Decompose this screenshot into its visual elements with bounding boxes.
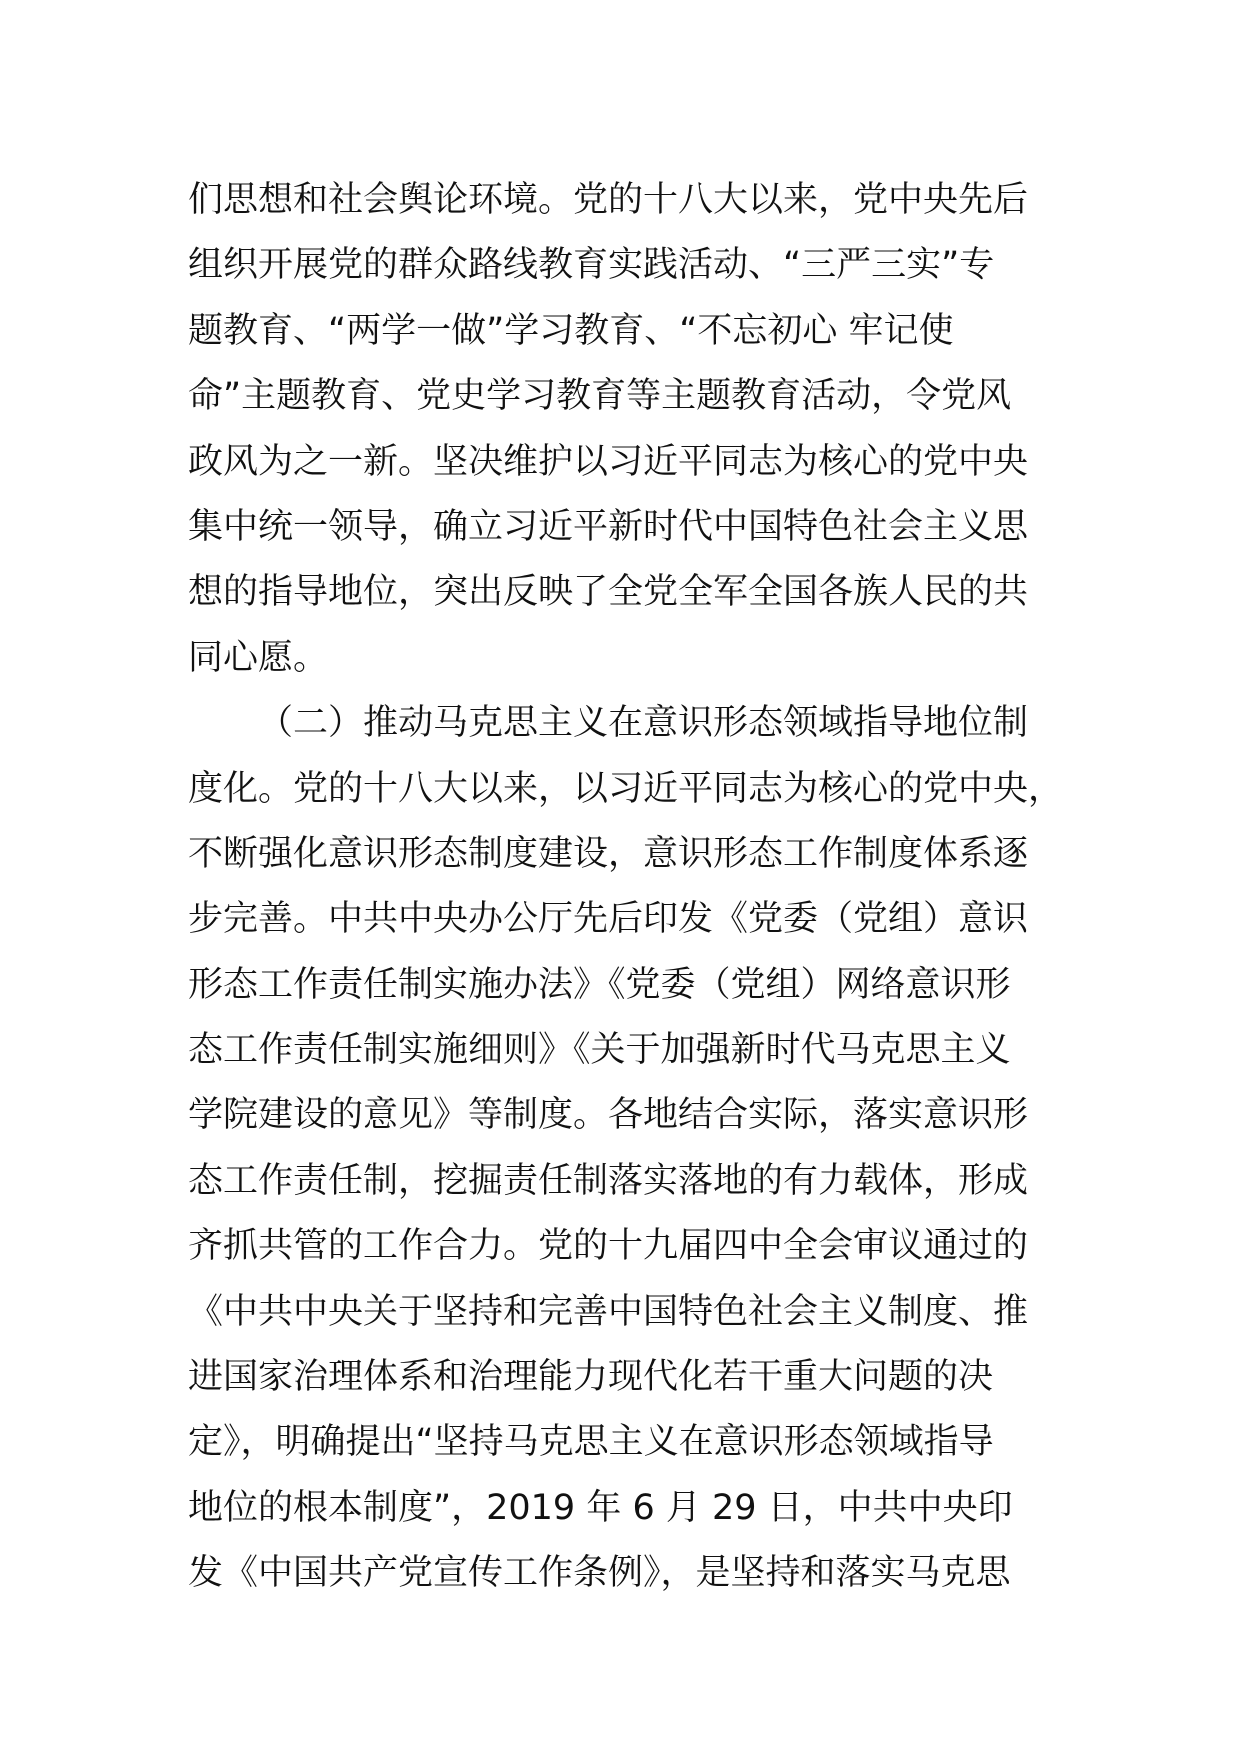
text-line: 度化。党的十八大以来，以习近平同志为核心的党中央，: [188, 768, 1064, 809]
text-line: 同心愿。: [188, 637, 329, 678]
text-line: 发《中国共产党宣传工作条例》，是坚持和落实马克思: [188, 1553, 1011, 1594]
text-line: 不断强化意识形态制度建设，意识形态工作制度体系逐: [188, 833, 1029, 874]
section-heading-line: （二）推动马克思主义在意识形态领域指导地位制: [258, 703, 1029, 744]
text-line: 《中共中央关于坚持和完善中国特色社会主义制度、推: [188, 1291, 1029, 1332]
text-line: 们思想和社会舆论环境。党的十八大以来，党中央先后: [188, 180, 1029, 220]
text-line: 学院建设的意见》等制度。各地结合实际，落实意识形: [188, 1095, 1029, 1136]
text-line: 形态工作责任制实施办法》《党委（党组）网络意识形: [188, 964, 1011, 1005]
text-line: 态工作责任制实施细则》《关于加强新时代马克思主义: [188, 1030, 1011, 1071]
text-line: 组织开展党的群众路线教育实践活动、“三严三实”专: [188, 245, 995, 286]
text-line: 进国家治理体系和治理能力现代化若干重大问题的决: [188, 1357, 994, 1398]
text-line: 命”主题教育、党史学习教育等主题教育活动，令党风: [188, 376, 1012, 417]
text-line: 地位的根本制度”，2019 年 6 月 29 日，中共中央印: [188, 1487, 1013, 1528]
text-line: 题教育、“两学一做”学习教育、“不忘初心 牢记使: [188, 310, 954, 351]
text-line: 定》，明确提出“坚持马克思主义在意识形态领域指导: [188, 1422, 994, 1463]
text-line: 政风为之一新。坚决维护以习近平同志为核心的党中央: [188, 441, 1029, 482]
text-line: 想的指导地位，突出反映了全党全军全国各族人民的共: [188, 572, 1029, 613]
text-line: 集中统一领导，确立习近平新时代中国特色社会主义思: [188, 506, 1029, 547]
text-line: 步完善。中共中央办公厅先后印发《党委（党组）意识: [188, 899, 1029, 940]
body-text: [188, 168, 1088, 1607]
text-line: 齐抓共管的工作合力。党的十九届四中全会审议通过的: [188, 1226, 1029, 1267]
text-line: 态工作责任制，挖掘责任制落实落地的有力载体，形成: [188, 1160, 1029, 1201]
